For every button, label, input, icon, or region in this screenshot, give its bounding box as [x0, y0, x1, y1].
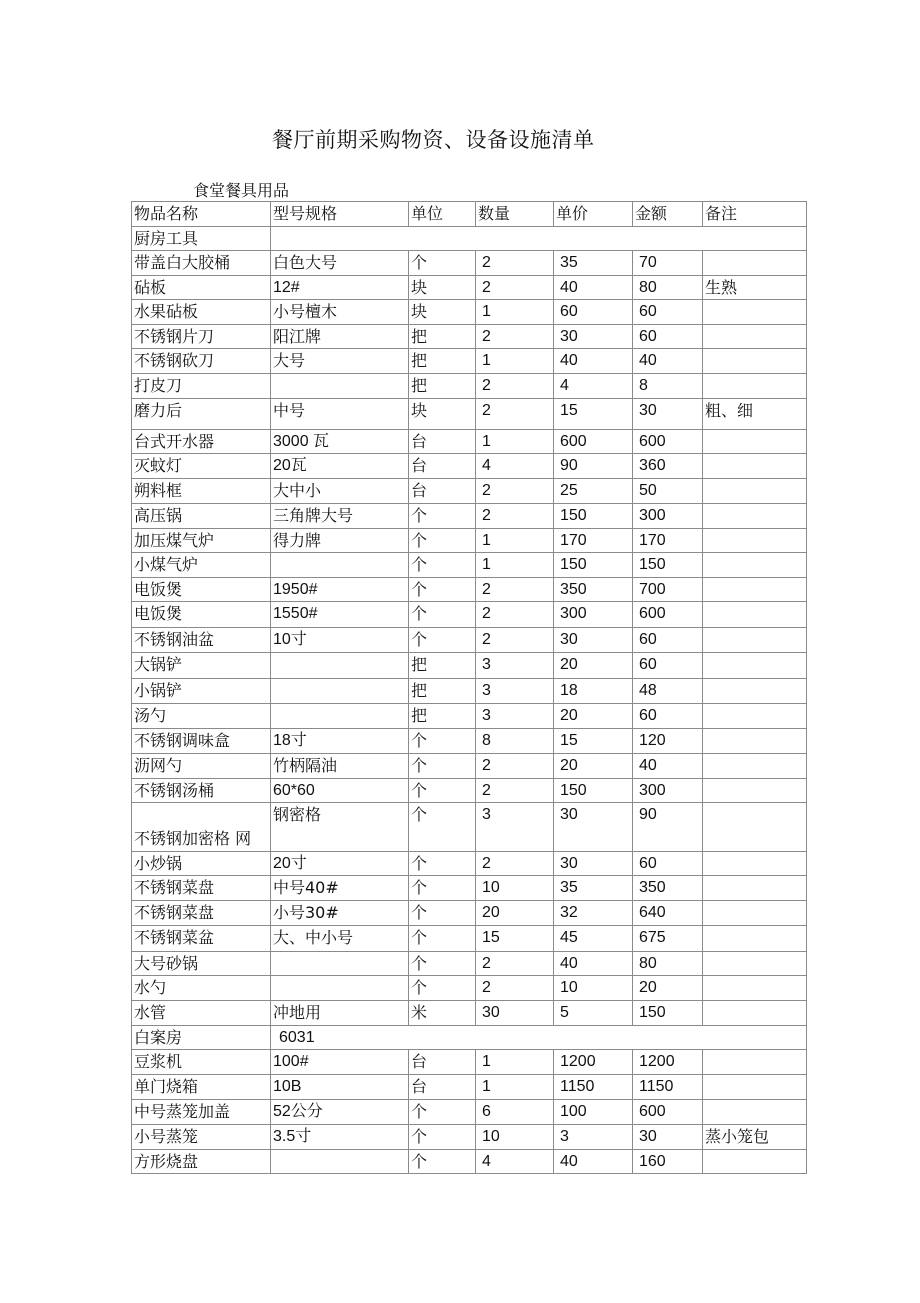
- cell-item-name: 朔料框: [132, 479, 271, 504]
- table-row: [132, 602, 807, 628]
- cell-amount: 60: [633, 653, 703, 679]
- cell-item-name: 加压煤气炉: [132, 529, 271, 553]
- cell-unit-price: 15: [554, 399, 633, 430]
- cell-amount: 1150: [633, 1075, 703, 1100]
- cell-spec: 60*60: [271, 779, 409, 803]
- cell-unit-price: 1200: [554, 1050, 633, 1075]
- cell-unit-price: 40: [554, 1150, 633, 1174]
- cell-quantity: 3: [476, 704, 554, 729]
- cell-spec: [271, 553, 409, 578]
- cell-remark: [703, 926, 807, 952]
- cell-unit: 米: [409, 1001, 476, 1026]
- cell-spec: 中号: [271, 399, 409, 430]
- cell-item-name: 大号砂锅: [132, 952, 271, 976]
- cell-quantity: 2: [476, 251, 554, 276]
- cell-amount: 80: [633, 952, 703, 976]
- section-note: 6031: [271, 1026, 807, 1050]
- cell-remark: [703, 901, 807, 926]
- table-row: [132, 901, 807, 926]
- cell-remark: [703, 529, 807, 553]
- cell-amount: 600: [633, 602, 703, 628]
- cell-unit-price: 30: [554, 803, 633, 852]
- table-row: [132, 374, 807, 399]
- cell-spec: 白色大号: [271, 251, 409, 276]
- cell-unit: 把: [409, 374, 476, 399]
- section-note: [271, 227, 807, 251]
- cell-amount: 300: [633, 504, 703, 529]
- section-row: [132, 227, 807, 251]
- table-row: [132, 852, 807, 876]
- cell-unit: 台: [409, 1075, 476, 1100]
- cell-quantity: 2: [476, 578, 554, 602]
- cell-unit: 个: [409, 553, 476, 578]
- cell-quantity: 1: [476, 300, 554, 325]
- cell-spec: [271, 1150, 409, 1174]
- cell-spec: 大中小: [271, 479, 409, 504]
- cell-unit: 个: [409, 729, 476, 754]
- cell-amount: 40: [633, 349, 703, 374]
- cell-spec: 冲地用: [271, 1001, 409, 1026]
- cell-item-name: 小锅铲: [132, 679, 271, 704]
- cell-unit-price: 150: [554, 779, 633, 803]
- table-row: [132, 1150, 807, 1174]
- cell-item-name: 不锈钢片刀: [132, 325, 271, 349]
- cell-item-name: 不锈钢菜盘: [132, 901, 271, 926]
- cell-unit: 把: [409, 679, 476, 704]
- cell-unit-price: 30: [554, 325, 633, 349]
- cell-spec: 钢密格: [271, 803, 409, 852]
- cell-unit: 把: [409, 653, 476, 679]
- cell-unit: 个: [409, 754, 476, 779]
- cell-item-name: 电饭煲: [132, 578, 271, 602]
- cell-spec: 得力牌: [271, 529, 409, 553]
- table-row: [132, 454, 807, 479]
- cell-quantity: 2: [476, 952, 554, 976]
- cell-quantity: 10: [476, 1125, 554, 1150]
- table-row: [132, 349, 807, 374]
- table-row: [132, 803, 807, 852]
- cell-quantity: 10: [476, 876, 554, 901]
- table-row: [132, 779, 807, 803]
- cell-unit-price: 35: [554, 251, 633, 276]
- cell-item-name: 打皮刀: [132, 374, 271, 399]
- cell-quantity: 1: [476, 1050, 554, 1075]
- cell-remark: [703, 504, 807, 529]
- cell-spec: 100#: [271, 1050, 409, 1075]
- table-row: [132, 251, 807, 276]
- cell-quantity: 2: [476, 852, 554, 876]
- cell-unit-price: 32: [554, 901, 633, 926]
- cell-unit: 台: [409, 454, 476, 479]
- cell-spec: [271, 976, 409, 1001]
- cell-remark: [703, 876, 807, 901]
- cell-spec: [271, 653, 409, 679]
- cell-quantity: 2: [476, 754, 554, 779]
- cell-remark: [703, 479, 807, 504]
- cell-unit: 个: [409, 1150, 476, 1174]
- cell-quantity: 1: [476, 529, 554, 553]
- cell-item-name: 水果砧板: [132, 300, 271, 325]
- cell-spec: 三角牌大号: [271, 504, 409, 529]
- cell-unit: 块: [409, 300, 476, 325]
- section-label: 厨房工具: [132, 227, 271, 251]
- cell-unit: 个: [409, 578, 476, 602]
- cell-unit: 个: [409, 529, 476, 553]
- cell-spec: 大号: [271, 349, 409, 374]
- cell-amount: 640: [633, 901, 703, 926]
- cell-remark: [703, 1100, 807, 1125]
- cell-remark: [703, 679, 807, 704]
- cell-item-name: 磨力后: [132, 399, 271, 430]
- cell-remark: [703, 1050, 807, 1075]
- cell-quantity: 30: [476, 1001, 554, 1026]
- cell-spec: 12#: [271, 276, 409, 300]
- cell-unit-price: 10: [554, 976, 633, 1001]
- cell-amount: 30: [633, 1125, 703, 1150]
- cell-unit: 台: [409, 1050, 476, 1075]
- cell-quantity: 8: [476, 729, 554, 754]
- cell-unit: 个: [409, 852, 476, 876]
- cell-quantity: 2: [476, 602, 554, 628]
- table-row: [132, 553, 807, 578]
- cell-item-name: 方形烧盘: [132, 1150, 271, 1174]
- cell-item-name: 带盖白大胶桶: [132, 251, 271, 276]
- cell-unit: 个: [409, 602, 476, 628]
- cell-item-name: 水勺: [132, 976, 271, 1001]
- cell-amount: 48: [633, 679, 703, 704]
- cell-spec: [271, 952, 409, 976]
- cell-spec: [271, 679, 409, 704]
- cell-remark: [703, 553, 807, 578]
- section-label: 白案房: [132, 1026, 271, 1050]
- cell-item-name: 电饭煲: [132, 602, 271, 628]
- table-row: [132, 754, 807, 779]
- cell-remark: [703, 602, 807, 628]
- cell-unit: 把: [409, 349, 476, 374]
- cell-unit-price: 600: [554, 430, 633, 454]
- cell-spec: 中号40#: [271, 876, 409, 901]
- header-item-name: 物品名称: [132, 202, 271, 227]
- cell-amount: 160: [633, 1150, 703, 1174]
- cell-unit-price: 90: [554, 454, 633, 479]
- cell-unit: 把: [409, 704, 476, 729]
- header-unit: 单位: [409, 202, 476, 227]
- cell-amount: 60: [633, 325, 703, 349]
- cell-amount: 60: [633, 628, 703, 653]
- table-row: [132, 504, 807, 529]
- cell-amount: 170: [633, 529, 703, 553]
- cell-remark: [703, 803, 807, 852]
- cell-item-name: 不锈钢砍刀: [132, 349, 271, 374]
- table-row: [132, 300, 807, 325]
- cell-spec: 1550#: [271, 602, 409, 628]
- cell-item-name: 灭蚊灯: [132, 454, 271, 479]
- cell-unit: 个: [409, 1100, 476, 1125]
- cell-amount: 60: [633, 300, 703, 325]
- table-row: [132, 578, 807, 602]
- cell-amount: 1200: [633, 1050, 703, 1075]
- cell-unit: 把: [409, 325, 476, 349]
- cell-unit: 个: [409, 803, 476, 852]
- cell-remark: [703, 325, 807, 349]
- cell-unit-price: 30: [554, 628, 633, 653]
- cell-item-name: 小号蒸笼: [132, 1125, 271, 1150]
- table-row: [132, 430, 807, 454]
- cell-remark: [703, 349, 807, 374]
- cell-quantity: 4: [476, 1150, 554, 1174]
- cell-unit-price: 40: [554, 952, 633, 976]
- cell-spec: [271, 704, 409, 729]
- cell-unit: 个: [409, 504, 476, 529]
- cell-spec: 20寸: [271, 852, 409, 876]
- cell-item-name: 高压锅: [132, 504, 271, 529]
- cell-amount: 360: [633, 454, 703, 479]
- cell-unit: 个: [409, 779, 476, 803]
- cell-spec: 3.5寸: [271, 1125, 409, 1150]
- cell-amount: 40: [633, 754, 703, 779]
- cell-unit-price: 15: [554, 729, 633, 754]
- cell-amount: 700: [633, 578, 703, 602]
- cell-remark: 生熟: [703, 276, 807, 300]
- cell-unit-price: 20: [554, 754, 633, 779]
- cell-unit-price: 1150: [554, 1075, 633, 1100]
- header-remark: 备注: [703, 202, 807, 227]
- cell-remark: [703, 430, 807, 454]
- cell-amount: 50: [633, 479, 703, 504]
- cell-spec: 大、中小号: [271, 926, 409, 952]
- cell-item-name: 不锈钢油盆: [132, 628, 271, 653]
- cell-unit-price: 150: [554, 553, 633, 578]
- purchase-list-table: [131, 201, 807, 1174]
- cell-remark: [703, 1150, 807, 1174]
- cell-quantity: 1: [476, 1075, 554, 1100]
- cell-remark: [703, 704, 807, 729]
- cell-unit-price: 40: [554, 276, 633, 300]
- table-row: [132, 679, 807, 704]
- cell-spec: 阳江牌: [271, 325, 409, 349]
- cell-unit: 块: [409, 399, 476, 430]
- table-row: [132, 399, 807, 430]
- cell-item-name: 不锈钢加密格 网: [132, 803, 271, 852]
- cell-unit-price: 60: [554, 300, 633, 325]
- cell-spec: 10B: [271, 1075, 409, 1100]
- page-title: 餐厅前期采购物资、设备设施清单: [272, 128, 595, 152]
- table-row: [132, 952, 807, 976]
- cell-item-name: 沥网勺: [132, 754, 271, 779]
- cell-unit: 台: [409, 430, 476, 454]
- cell-quantity: 1: [476, 349, 554, 374]
- cell-unit-price: 25: [554, 479, 633, 504]
- cell-amount: 120: [633, 729, 703, 754]
- cell-item-name: 台式开水器: [132, 430, 271, 454]
- cell-unit-price: 20: [554, 704, 633, 729]
- cell-item-name: 单门烧箱: [132, 1075, 271, 1100]
- cell-remark: [703, 374, 807, 399]
- cell-remark: 蒸小笼包: [703, 1125, 807, 1150]
- cell-unit: 个: [409, 1125, 476, 1150]
- cell-amount: 60: [633, 852, 703, 876]
- cell-item-name: 不锈钢菜盆: [132, 926, 271, 952]
- table-header-row: [132, 202, 807, 227]
- cell-unit-price: 3: [554, 1125, 633, 1150]
- cell-spec: 小号檀木: [271, 300, 409, 325]
- table-row: [132, 1100, 807, 1125]
- table-row: [132, 876, 807, 901]
- cell-spec: [271, 374, 409, 399]
- table-row: [132, 976, 807, 1001]
- table-row: [132, 276, 807, 300]
- cell-unit: 个: [409, 976, 476, 1001]
- cell-unit: 个: [409, 952, 476, 976]
- cell-quantity: 2: [476, 779, 554, 803]
- table-row: [132, 325, 807, 349]
- cell-unit-price: 45: [554, 926, 633, 952]
- cell-amount: 600: [633, 1100, 703, 1125]
- cell-unit-price: 5: [554, 1001, 633, 1026]
- cell-quantity: 1: [476, 553, 554, 578]
- cell-quantity: 15: [476, 926, 554, 952]
- cell-amount: 150: [633, 1001, 703, 1026]
- table-row: [132, 729, 807, 754]
- cell-quantity: 2: [476, 276, 554, 300]
- cell-unit-price: 20: [554, 653, 633, 679]
- cell-item-name: 大锅铲: [132, 653, 271, 679]
- cell-amount: 350: [633, 876, 703, 901]
- table-row: [132, 479, 807, 504]
- cell-item-name: 中号蒸笼加盖: [132, 1100, 271, 1125]
- cell-item-name: 不锈钢汤桶: [132, 779, 271, 803]
- cell-spec: 竹柄隔油: [271, 754, 409, 779]
- cell-remark: [703, 779, 807, 803]
- cell-unit-price: 300: [554, 602, 633, 628]
- cell-spec: 18寸: [271, 729, 409, 754]
- cell-unit-price: 170: [554, 529, 633, 553]
- cell-item-name: 不锈钢菜盘: [132, 876, 271, 901]
- cell-unit: 个: [409, 251, 476, 276]
- cell-amount: 80: [633, 276, 703, 300]
- cell-quantity: 2: [476, 399, 554, 430]
- table-row: [132, 529, 807, 553]
- cell-remark: [703, 852, 807, 876]
- cell-unit: 个: [409, 901, 476, 926]
- cell-remark: [703, 976, 807, 1001]
- cell-quantity: 4: [476, 454, 554, 479]
- cell-spec: 52公分: [271, 1100, 409, 1125]
- cell-unit-price: 40: [554, 349, 633, 374]
- cell-unit-price: 4: [554, 374, 633, 399]
- cell-amount: 90: [633, 803, 703, 852]
- cell-amount: 70: [633, 251, 703, 276]
- cell-unit: 台: [409, 479, 476, 504]
- table-row: [132, 926, 807, 952]
- cell-remark: [703, 578, 807, 602]
- header-unit-price: 单价: [554, 202, 633, 227]
- cell-remark: [703, 1001, 807, 1026]
- cell-item-name: 小煤气炉: [132, 553, 271, 578]
- cell-quantity: 2: [476, 504, 554, 529]
- cell-quantity: 20: [476, 901, 554, 926]
- cell-quantity: 2: [476, 479, 554, 504]
- table-row: [132, 1125, 807, 1150]
- cell-spec: 20瓦: [271, 454, 409, 479]
- cell-amount: 30: [633, 399, 703, 430]
- cell-unit: 个: [409, 628, 476, 653]
- cell-amount: 20: [633, 976, 703, 1001]
- cell-remark: [703, 251, 807, 276]
- table-row: [132, 1001, 807, 1026]
- cell-quantity: 2: [476, 628, 554, 653]
- cell-item-name: 砧板: [132, 276, 271, 300]
- cell-quantity: 3: [476, 679, 554, 704]
- header-quantity: 数量: [476, 202, 554, 227]
- cell-remark: [703, 952, 807, 976]
- cell-remark: [703, 729, 807, 754]
- cell-amount: 150: [633, 553, 703, 578]
- cell-unit: 块: [409, 276, 476, 300]
- cell-unit-price: 35: [554, 876, 633, 901]
- cell-spec: 3000 瓦: [271, 430, 409, 454]
- cell-quantity: 2: [476, 325, 554, 349]
- cell-spec: 小号30#: [271, 901, 409, 926]
- cell-amount: 300: [633, 779, 703, 803]
- cell-remark: [703, 454, 807, 479]
- cell-item-name: 小炒锅: [132, 852, 271, 876]
- cell-spec: 10寸: [271, 628, 409, 653]
- table-row: [132, 653, 807, 679]
- cell-unit: 个: [409, 876, 476, 901]
- cell-remark: [703, 754, 807, 779]
- cell-item-name: 汤勺: [132, 704, 271, 729]
- cell-item-name: 不锈钢调味盒: [132, 729, 271, 754]
- page-subtitle: 食堂餐具用品: [193, 181, 290, 200]
- cell-unit-price: 150: [554, 504, 633, 529]
- table-row: [132, 1050, 807, 1075]
- cell-item-name: 水管: [132, 1001, 271, 1026]
- cell-remark: 粗、细: [703, 399, 807, 430]
- cell-unit-price: 100: [554, 1100, 633, 1125]
- table-row: [132, 704, 807, 729]
- header-spec: 型号规格: [271, 202, 409, 227]
- cell-remark: [703, 1075, 807, 1100]
- cell-quantity: 1: [476, 430, 554, 454]
- cell-unit-price: 350: [554, 578, 633, 602]
- cell-quantity: 3: [476, 803, 554, 852]
- cell-quantity: 3: [476, 653, 554, 679]
- cell-amount: 675: [633, 926, 703, 952]
- cell-remark: [703, 300, 807, 325]
- table-row: [132, 1075, 807, 1100]
- section-row: [132, 1026, 807, 1050]
- cell-spec: 1950#: [271, 578, 409, 602]
- header-amount: 金额: [633, 202, 703, 227]
- cell-quantity: 2: [476, 374, 554, 399]
- cell-amount: 600: [633, 430, 703, 454]
- table-row: [132, 628, 807, 653]
- cell-amount: 8: [633, 374, 703, 399]
- cell-remark: [703, 653, 807, 679]
- cell-quantity: 2: [476, 976, 554, 1001]
- cell-item-name: 豆浆机: [132, 1050, 271, 1075]
- cell-unit-price: 18: [554, 679, 633, 704]
- cell-remark: [703, 628, 807, 653]
- cell-quantity: 6: [476, 1100, 554, 1125]
- cell-unit: 个: [409, 926, 476, 952]
- cell-amount: 60: [633, 704, 703, 729]
- cell-unit-price: 30: [554, 852, 633, 876]
